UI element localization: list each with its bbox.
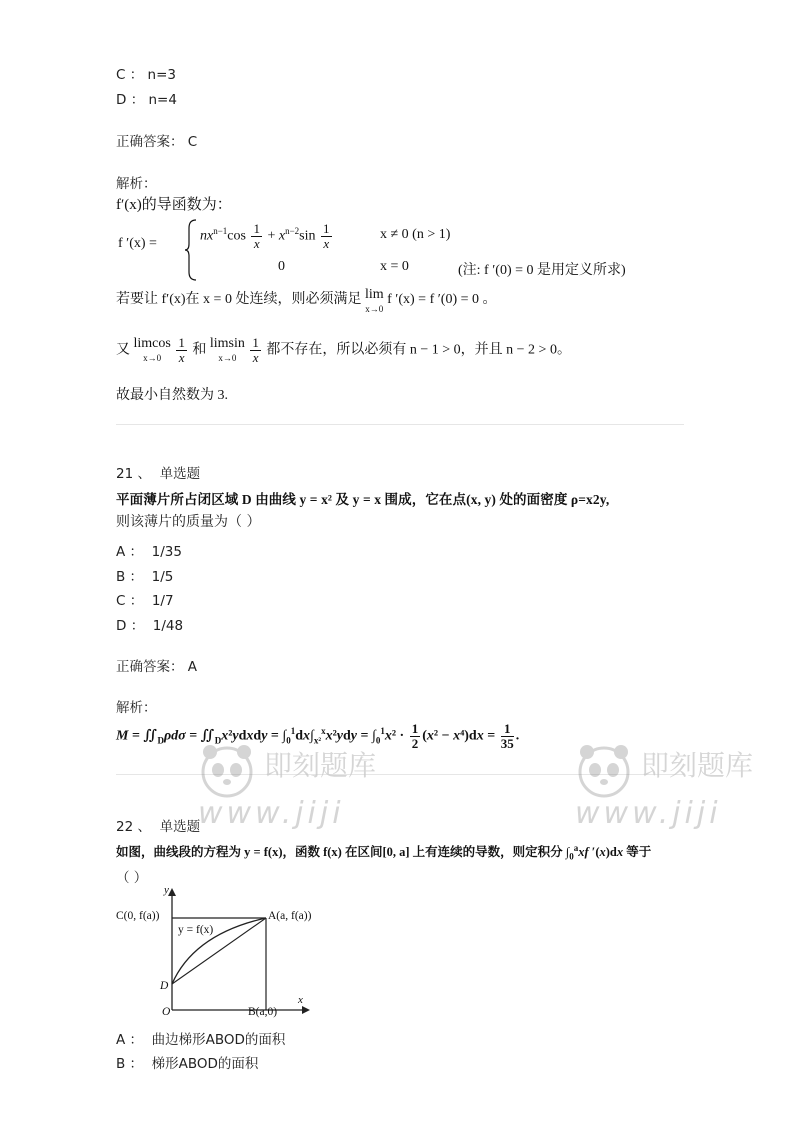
y-axis-arrow-icon (168, 888, 176, 896)
piecewise-case1: $nx^{n-1}\cos$ $\frac{1}{x}$ + $x^{n-2}\sin$ $\frac{1}{x}$ (200, 221, 330, 251)
label-x: x (298, 994, 303, 1006)
panda-logo-icon (198, 738, 256, 804)
label-y: y (164, 884, 169, 896)
q21-analysis-label: 解析： (116, 700, 157, 716)
q21-option-c: C ： 1/7 (116, 593, 174, 609)
q21-stem-line2: 则该薄片的质量为（ ） (116, 514, 261, 530)
q22-figure-graphic (116, 884, 316, 1024)
piecewise-brace (184, 218, 198, 282)
q21-header: 21 、 单选题 (116, 466, 201, 482)
q21-solution-formula: $M = ∬_D\rho d\sigma$ = $∬_Dx^2ydxdy = \int_0^1dx\int_{x^2}^xx^2ydy = \int_0^1x^2$ · $\frac{1}{2}$ (x² − x⁴)dx = $\frac{1}{35}$ . (116, 721, 520, 751)
q22-stem: 如图，曲线段的方程为 y = f(x)，函数 f(x) 在区间[0, a] 上有连续的导数，则定积分 $\int_0^axf$ ′(x)dx 等于 (116, 842, 652, 862)
piecewise-note: (注: f ′(0) = 0 是用定义所求) (458, 263, 626, 278)
label-A: A(a, f(a)) (268, 910, 312, 922)
q21-correct-answer: 正确答案： A (116, 659, 198, 675)
piecewise-cond1: x ≠ 0 (n > 1) (380, 227, 451, 242)
label-C: C(0, f(a)) (116, 910, 160, 922)
correct-answer: 正确答案： C (116, 134, 198, 150)
existence-line: 又 limcos x→0 $\frac{1}{x}$ 和 limsin x→0 $\frac{1}{x}$ 都不存在，所以必须有 n − 1 > 0，并且 n − 2 > 0。 (116, 335, 571, 365)
option-d: D ： n=4 (116, 92, 177, 108)
divider-1 (116, 424, 684, 425)
q21-stem-line1: 平面薄片所占闭区域 D 由曲线 y = x² 及 y = x 围成，它在点(x, y) 处的面密度 ρ=x2y, (116, 492, 610, 507)
analysis-label: 解析： (116, 176, 157, 192)
piecewise-cond2: x = 0 (380, 259, 409, 274)
piecewise-case2: 0 (278, 259, 285, 274)
panda-logo-icon (575, 738, 633, 804)
q22-figure (116, 884, 316, 1024)
q21-option-d: D ： 1/48 (116, 618, 184, 634)
q21-option-b: B ： 1/5 (116, 569, 174, 585)
q22-header: 22 、 单选题 (116, 819, 201, 835)
derivative-intro: f′(x)的导函数为： (116, 197, 232, 213)
watermark-url: www.jiji (198, 796, 345, 831)
q22-option-b: B ： 梯形ABOD的面积 (116, 1056, 259, 1072)
q21-option-a: A ： 1/35 (116, 544, 182, 560)
label-B: B(a,0) (248, 1006, 278, 1018)
piecewise-lhs: f ′(x) = (118, 236, 157, 251)
label-O: O (162, 1006, 171, 1018)
watermark-url: www.jiji (575, 796, 722, 831)
label-curve: y = f(x) (178, 924, 214, 936)
q22-paren: （ ） (116, 870, 148, 886)
label-D: D (160, 980, 169, 992)
watermark-brand: 即刻题库 (264, 749, 377, 782)
option-c: C ： n=3 (116, 67, 176, 83)
watermark-brand: 即刻题库 (641, 749, 754, 782)
x-axis-arrow-icon (302, 1006, 310, 1014)
q22-option-a: A ： 曲边梯形ABOD的面积 (116, 1032, 286, 1048)
conclusion: 故最小自然数为 3. (116, 388, 228, 403)
continuity-line: 若要让 f′(x)在 x = 0 处连续，则必须满足 lim x→0 f ′(x) = f ′(0) = 0 。 (116, 287, 497, 314)
